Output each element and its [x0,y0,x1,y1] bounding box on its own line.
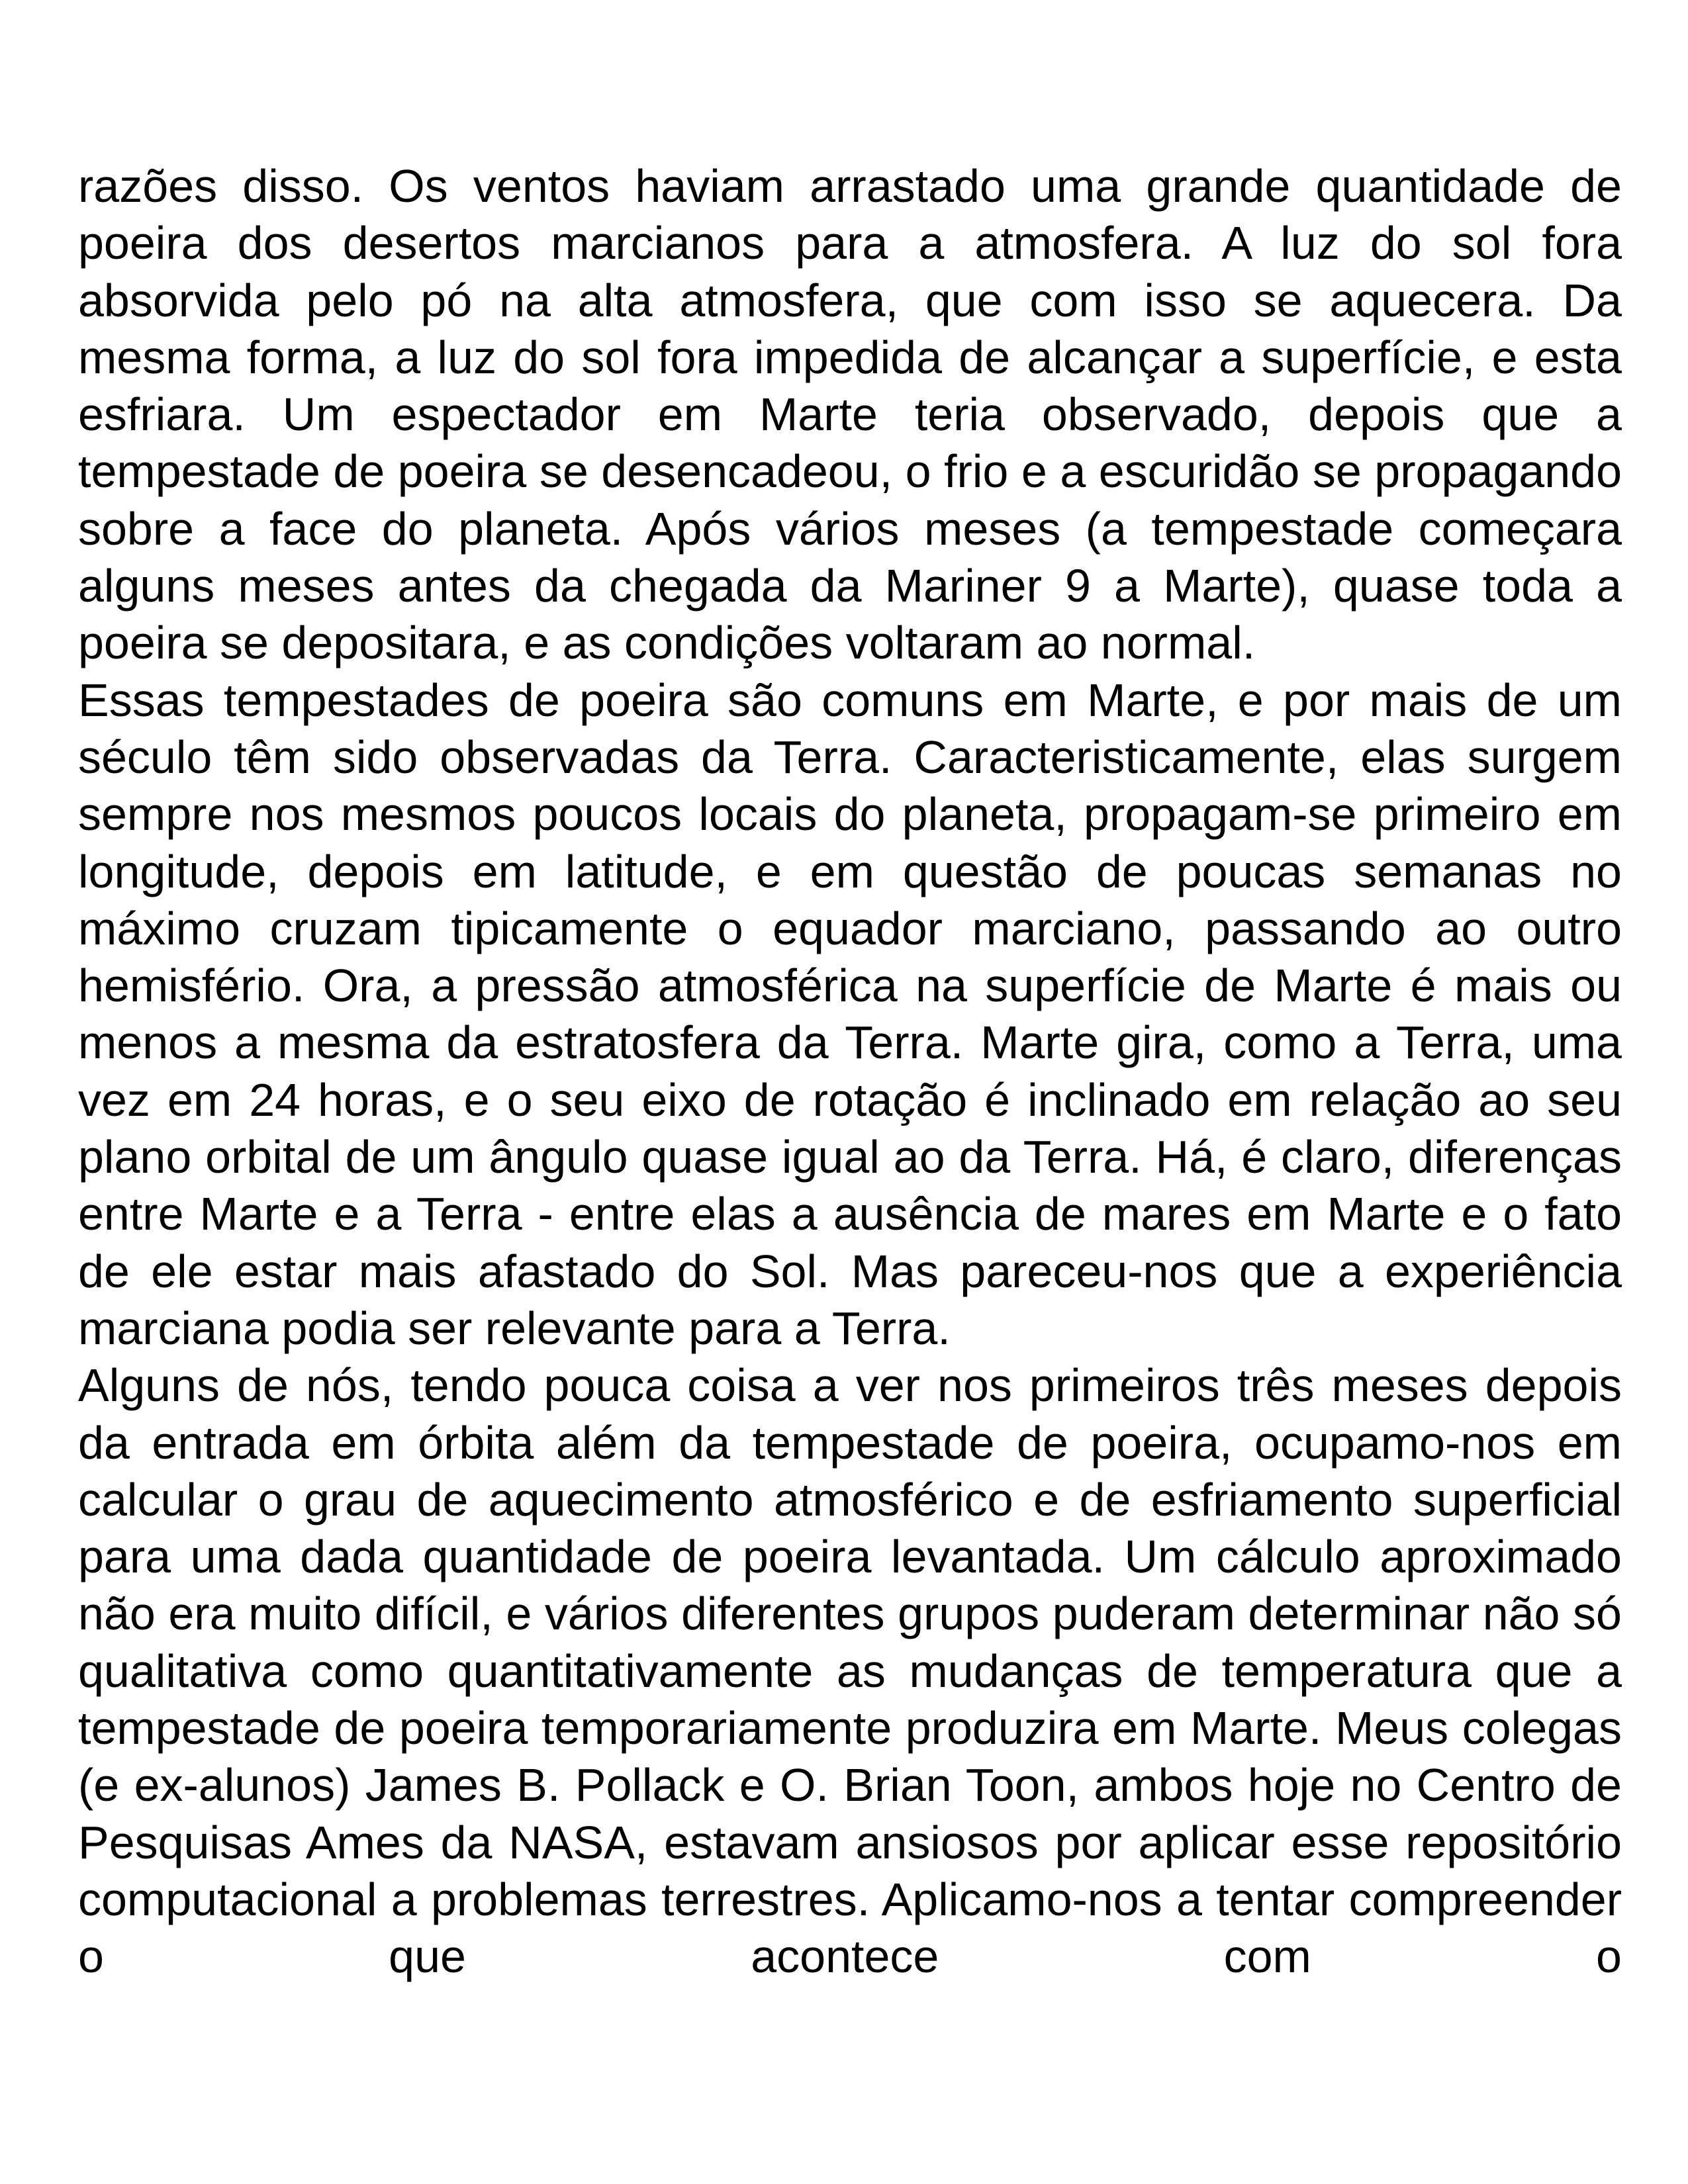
paragraph-3: Alguns de nós, tendo pouca coisa a ver nos primeiros três meses depois da entrada em órbita além da tempestade de poeira, ocupamo-nos em calcular o grau de aquecimento atmosférico e de esfriamento superficial para uma dada quantidade de poeira levantada. Um cálculo aproximado não era muito difícil, e vários diferentes grupos puderam determinar não só qualitativa como quantitativamente as mudanças de temperatura que a tempestade de poeira temporariamente produzira em Marte. Meus colegas (e ex-alunos) James B. Pollack e O. Brian Toon, ambos hoje no Centro de Pesquisas Ames da NASA, estavam ansiosos por aplicar esse repositório computacional a problemas terrestres. Aplicamo-nos a tentar compreender o que acontece com o [78,1359,1622,1983]
document-page [78,158,1622,1985]
paragraph-2: Essas tempestades de poeira são comuns em Marte, e por mais de um século têm sido observadas da Terra. Caracteristicamente, elas surgem sempre nos mesmos poucos locais do planeta, propagam-se primeiro em longitude, depois em latitude, e em questão de poucas semanas no máximo cruzam tipicamente o equador marciano, passando ao outro hemisfério. Ora, a pressão atmosférica na superfície de Marte é mais ou menos a mesma da estratosfera da Terra. Marte gira, como a Terra, uma vez em 24 horas, e o seu eixo de rotação é inclinado em relação ao seu plano orbital de um ângulo quase igual ao da Terra. Há, é claro, diferenças entre Marte e a Terra - entre elas a ausência de mares em Marte e o fato de ele estar mais afastado do Sol. Mas pareceu-nos que a experiência marciana podia ser relevante para a Terra. [78,674,1622,1354]
paragraph-1: razões disso. Os ventos haviam arrastado uma grande quantidade de poeira dos desertos marcianos para a atmosfera. A luz do sol fora absorvida pelo pó na alta atmosfera, que com isso se aquecera. Da mesma forma, a luz do sol fora impedida de alcançar a superfície, e esta esfriara. Um espectador em Marte teria observado, depois que a tempestade de poeira se desencadeou, o frio e a escuridão se propagando sobre a face do planeta. Após vários meses (a tempestade começara alguns meses antes da chegada da Mariner 9 a Marte), quase toda a poeira se depositara, e as condições voltaram ao normal. [78,160,1622,669]
